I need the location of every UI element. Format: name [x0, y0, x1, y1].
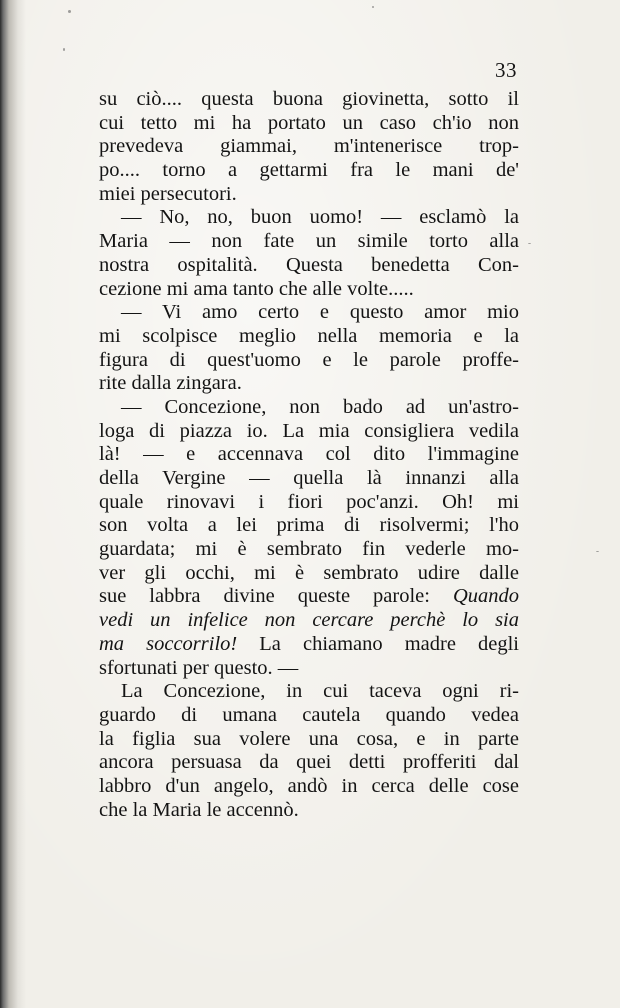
line-text: — Vi amo certo e questo amor mio	[121, 301, 519, 324]
paper-speck	[68, 10, 71, 13]
line-text: ver gli occhi, mi è sembrato udire dalle	[99, 561, 519, 584]
text-line	[99, 135, 519, 159]
line-text: sfortunati per questo. —	[99, 656, 299, 679]
body-text	[99, 88, 519, 822]
text-line	[99, 325, 519, 349]
binding-edge	[0, 0, 26, 1008]
text-line	[99, 799, 519, 823]
text-line	[99, 514, 519, 538]
line-text: su ciò.... questa buona giovinetta, sotto il	[99, 88, 519, 110]
line-text: La chiamano madre degli	[237, 632, 519, 655]
text-line	[99, 491, 519, 515]
paper-speck	[528, 243, 531, 244]
line-text: sue labbra divine queste parole:	[99, 585, 453, 608]
text-line	[99, 704, 519, 728]
line-text: guardo di umana cautela quando vedea	[99, 703, 519, 726]
text-line	[99, 278, 519, 302]
text-line	[99, 657, 519, 681]
line-italic-text: Quando	[452, 585, 519, 608]
line-text: figura di quest'uomo e le parole proffe-	[99, 348, 519, 371]
line-text: miei persecutori.	[99, 182, 237, 205]
text-line	[99, 349, 519, 373]
line-text: guardata; mi è sembrato fin vederle mo-	[99, 538, 519, 561]
text-line	[99, 467, 519, 491]
paper-speck	[596, 551, 599, 552]
line-text: Maria — non fate un simile torto alla	[99, 230, 519, 253]
line-italic-text: vedi un infelice non cercare perchè lo sia	[99, 609, 519, 632]
line-text: mi scolpisce meglio nella memoria e la	[99, 324, 519, 347]
line-text: cui tetto mi ha portato un caso ch'io non	[99, 111, 519, 134]
text-line	[99, 396, 519, 420]
line-italic-text: ma soccorrilo!	[99, 632, 238, 655]
text-line	[99, 254, 519, 278]
text-line	[99, 420, 519, 444]
line-text: son volta a lei prima di risolvermi; l'ho	[99, 514, 519, 537]
line-text: ancora persuasa da quei detti profferiti dal	[99, 751, 519, 774]
text-line	[99, 728, 519, 752]
line-text: rite dalla zingara.	[99, 372, 242, 395]
text-line	[99, 609, 519, 633]
line-text: — Concezione, non bado ad un'astro-	[121, 395, 519, 418]
line-text: po.... torno a gettarmi fra le mani de'	[99, 159, 519, 182]
text-line	[99, 775, 519, 799]
line-text: prevedeva giammai, m'intenerisce trop-	[99, 135, 519, 158]
text-line	[99, 538, 519, 562]
text-line	[99, 585, 519, 609]
line-text: cezione mi ama tanto che alle volte.....	[99, 277, 414, 300]
line-text: là! — e accennava col dito l'immagine	[99, 443, 519, 466]
line-text: della Vergine — quella là innanzi alla	[99, 467, 519, 489]
line-text: che la Maria le accennò.	[99, 798, 299, 821]
line-text: — No, no, buon uomo! — esclamò la	[121, 206, 519, 229]
text-line	[99, 230, 519, 254]
line-text: la figlia sua volere una cosa, e in parte	[99, 727, 519, 750]
page-number: 33	[495, 58, 517, 82]
text-line	[99, 206, 519, 230]
text-line	[99, 88, 519, 112]
text-line	[99, 633, 519, 657]
text-line	[99, 159, 519, 183]
line-text: nostra ospitalità. Questa benedetta Con-	[99, 253, 519, 276]
paper-speck	[63, 48, 65, 51]
text-line	[99, 562, 519, 586]
paper-speck	[372, 6, 374, 8]
text-line	[99, 443, 519, 467]
text-line	[99, 183, 519, 207]
text-line	[99, 112, 519, 136]
text-line	[99, 751, 519, 775]
text-line	[99, 680, 519, 704]
text-line	[99, 301, 519, 325]
line-text: loga di piazza io. La mia consigliera vedila	[99, 419, 519, 442]
line-text: La Concezione, in cui taceva ogni ri-	[121, 680, 519, 703]
text-line	[99, 372, 519, 396]
line-text: labbro d'un angelo, andò in cerca delle cose	[99, 774, 519, 797]
line-text: quale rinovavi i fiori poc'anzi. Oh! mi	[99, 490, 519, 513]
